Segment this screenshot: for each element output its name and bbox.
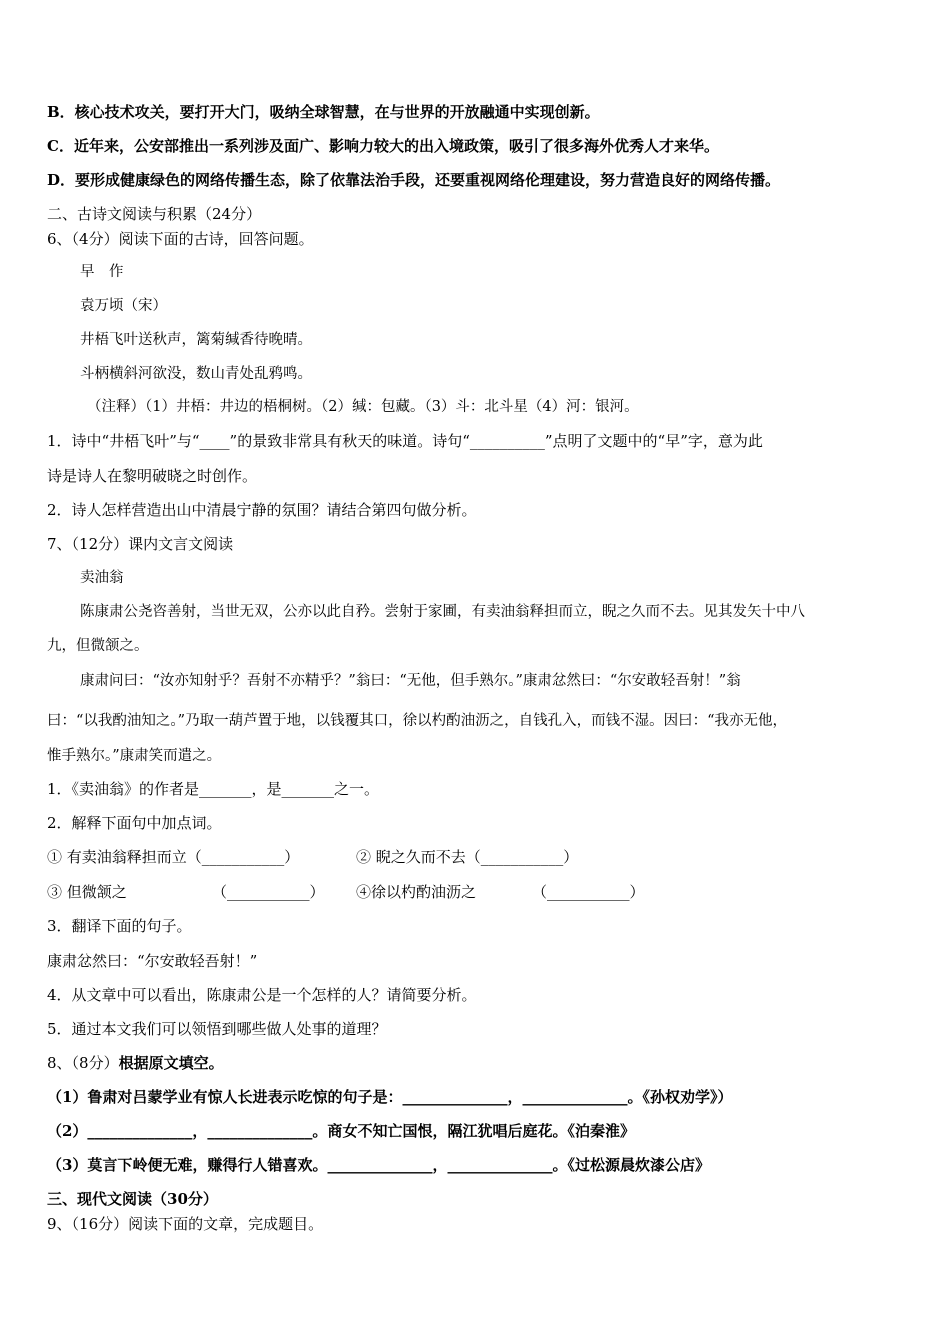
q7-2-item-d: ④徐以杓酌油沥之	[356, 883, 477, 901]
passage-p2-line-2: 曰：“以我酌油知之。”乃取一葫芦置于地，以钱覆其口，徐以杓酌油沥之，自钱孔入，而钱不湿。因曰：“我亦无他，	[47, 713, 787, 729]
q7-2-item-b: ② 睨之久而不去（___________）	[356, 848, 579, 866]
q8-1: （1）鲁肃对吕蒙学业有惊人长进表示吃惊的句子是：______________，______________。《孙权劝学》）	[47, 1088, 733, 1106]
passage-p1-line-1: 陈康肃公尧咨善射，当世无双，公亦以此自矜。尝射于家圃，有卖油翁释担而立，睨之久而不去。见其发矢十中八	[80, 604, 805, 620]
passage-p2-line-1: 康肃问曰：“汝亦知射乎？吾射不亦精乎？”翁曰：“无他，但手熟尔。”康肃忿然曰：“尔安敢轻吾射！”翁	[80, 673, 741, 689]
q8-3: （3）莫言下岭便无难，赚得行人错喜欢。______________，______________。《过松源晨炊漆公店》	[47, 1156, 710, 1174]
q9-heading: 9、（16分）阅读下面的文章，完成题目。	[47, 1215, 324, 1233]
q7-2-item-c-blank: （___________）	[212, 883, 325, 901]
q7-3-sentence: 康肃忿然曰：“尔安敢轻吾射！”	[47, 952, 258, 970]
q7-3: 3．翻译下面的句子。	[47, 917, 192, 935]
section-2-heading: 二、古诗文阅读与积累（24分）	[47, 205, 262, 223]
poem-title: 早 作	[80, 264, 124, 280]
poem-line-2: 斗柄横斜河欲没，数山青处乱鸦鸣。	[80, 366, 312, 382]
q6-1-line-2: 诗是诗人在黎明破晓之时创作。	[47, 467, 258, 485]
poem-notes: （注释）（1）井梧：井边的梧桐树。（2）缄：包藏。（3）斗：北斗星（4）河：银河。	[87, 399, 639, 415]
q5-option-c: C．近年来，公安部推出一系列涉及面广、影响力较大的出入境政策，吸引了很多海外优秀人才来华。	[47, 137, 719, 155]
q6-2: 2．诗人怎样营造出山中清晨宁静的氛围？请结合第四句做分析。	[47, 501, 477, 519]
q7-2-item-d-blank: （___________）	[532, 883, 645, 901]
q7-2: 2．解释下面句中加点词。	[47, 814, 222, 832]
q5-option-b: B．核心技术攻关，要打开大门，吸纳全球智慧，在与世界的开放融通中实现创新。	[47, 103, 600, 121]
passage-p2-line-3: 惟手熟尔。”康肃笑而遣之。	[47, 748, 222, 764]
q7-4: 4．从文章中可以看出，陈康肃公是一个怎样的人？请简要分析。	[47, 986, 477, 1004]
poem-line-1: 井梧飞叶送秋声，篱菊缄香待晚晴。	[80, 332, 312, 348]
q8-2: （2）______________，______________。商女不知亡国恨，隔江犹唱后庭花。《泊秦淮》	[47, 1122, 635, 1140]
q7-heading: 7、（12分）课内文言文阅读	[47, 535, 234, 553]
passage-p1-line-2: 九，但微颔之。	[47, 638, 149, 654]
q8-number: 8、（8分）	[47, 1054, 119, 1072]
q6-heading: 6、（4分）阅读下面的古诗，回答问题。	[47, 230, 314, 248]
q7-1: 1．《卖油翁》的作者是_______，是_______之一。	[47, 780, 380, 798]
section-3-heading: 三、现代文阅读（30分）	[47, 1190, 218, 1208]
q5-option-d: D．要形成健康绿色的网络传播生态，除了依靠法治手段，还要重视网络伦理建设，努力营造良好的网络传播。	[47, 171, 781, 189]
q7-2-item-c: ③ 但微颔之	[47, 883, 127, 901]
poem-author: 袁万顷（宋）	[80, 298, 167, 314]
q8-title: 根据原文填空。	[118, 1054, 224, 1072]
q7-2-item-a: ① 有卖油翁释担而立（___________）	[47, 848, 300, 866]
q7-5: 5．通过本文我们可以领悟到哪些做人处事的道理？	[47, 1020, 387, 1038]
q6-1-line-1: 1．诗中“井梧飞叶”与“____”的景致非常具有秋天的味道。诗句“__________”点明了文题中的“早”字，意为此	[47, 432, 763, 450]
passage-title: 卖油翁	[80, 570, 124, 586]
q8-heading	[47, 1053, 224, 1073]
